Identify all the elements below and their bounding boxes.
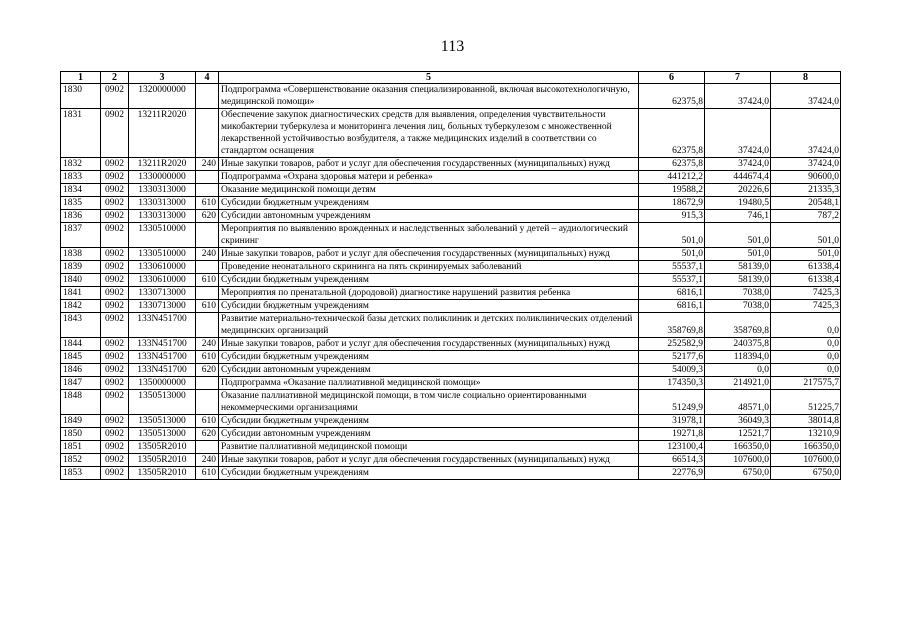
item-name: Субсидии бюджетным учреждениям [219, 351, 639, 364]
value-col-6: 358769,8 [639, 313, 705, 338]
col-header-6: 6 [639, 72, 705, 84]
table-row [61, 338, 841, 351]
target-code: 1330313000 [129, 197, 196, 210]
section-code: 0902 [101, 109, 129, 158]
value-col-7: 37424,0 [705, 109, 771, 158]
row-number: 1830 [61, 84, 101, 109]
target-code: 1320000000 [129, 84, 196, 109]
target-code: 1350513000 [129, 390, 196, 415]
table-row [61, 109, 841, 158]
item-name: Оказание паллиативной медицинской помощи, в том числе социально ориентированными некоммерческими организациями [219, 390, 639, 415]
section-code: 0902 [101, 351, 129, 364]
value-col-7: 20226,6 [705, 184, 771, 197]
value-col-6: 123100,4 [639, 441, 705, 454]
table-body [61, 84, 841, 480]
section-code: 0902 [101, 467, 129, 480]
expense-type [196, 171, 219, 184]
expense-type [196, 109, 219, 158]
target-code: 1330610000 [129, 261, 196, 274]
value-col-8: 20548,1 [771, 197, 841, 210]
value-col-7: 118394,0 [705, 351, 771, 364]
table-row [61, 415, 841, 428]
table-row [61, 158, 841, 171]
value-col-7: 12521,7 [705, 428, 771, 441]
table-row [61, 84, 841, 109]
table-row [61, 377, 841, 390]
row-number: 1831 [61, 109, 101, 158]
expense-type: 610 [196, 415, 219, 428]
value-col-8: 787,2 [771, 210, 841, 223]
target-code: 13505R2010 [129, 441, 196, 454]
value-col-7: 37424,0 [705, 158, 771, 171]
expense-type: 240 [196, 454, 219, 467]
col-header-4: 4 [196, 72, 219, 84]
section-code: 0902 [101, 390, 129, 415]
section-code: 0902 [101, 223, 129, 248]
expense-type [196, 223, 219, 248]
item-name: Иные закупки товаров, работ и услуг для обеспечения государственных (муниципальных) нужд [219, 248, 639, 261]
expense-type [196, 287, 219, 300]
item-name: Развитие паллиативной медицинской помощи [219, 441, 639, 454]
value-col-6: 19271,8 [639, 428, 705, 441]
value-col-7: 358769,8 [705, 313, 771, 338]
section-code: 0902 [101, 171, 129, 184]
value-col-8: 37424,0 [771, 84, 841, 109]
target-code: 13211R2020 [129, 109, 196, 158]
section-code: 0902 [101, 261, 129, 274]
row-number: 1845 [61, 351, 101, 364]
expense-type [196, 261, 219, 274]
value-col-8: 501,0 [771, 223, 841, 248]
expense-type: 240 [196, 338, 219, 351]
item-name: Оказание медицинской помощи детям [219, 184, 639, 197]
item-name: Проведение неонатального скрининга на пять скринируемых заболеваний [219, 261, 639, 274]
value-col-7: 19480,5 [705, 197, 771, 210]
row-number: 1847 [61, 377, 101, 390]
table-row [61, 441, 841, 454]
value-col-6: 62375,8 [639, 84, 705, 109]
item-name: Мероприятия по выявлению врожденных и наследственных заболеваний у детей – аудиологический скрининг [219, 223, 639, 248]
value-col-6: 252582,9 [639, 338, 705, 351]
item-name: Обеспечение закупок диагностических средств для выявления, определения чувствительности микобактерии туберкулеза и мониторинга лечения лиц, больных туберкулезом с множественной лекарственной устойчивостью возбудителя, а также медицинских изделий в соответствии со стандартом оснащения [219, 109, 639, 158]
item-name: Субсидии бюджетным учреждениям [219, 197, 639, 210]
row-number: 1838 [61, 248, 101, 261]
target-code: 133N451700 [129, 338, 196, 351]
value-col-8: 37424,0 [771, 109, 841, 158]
table-row [61, 300, 841, 313]
budget-table [60, 71, 841, 480]
section-code: 0902 [101, 197, 129, 210]
row-number: 1843 [61, 313, 101, 338]
section-code: 0902 [101, 454, 129, 467]
value-col-6: 51249,9 [639, 390, 705, 415]
item-name: Субсидии автономным учреждениям [219, 364, 639, 377]
table-row [61, 223, 841, 248]
row-number: 1851 [61, 441, 101, 454]
section-code: 0902 [101, 338, 129, 351]
target-code: 13505R2010 [129, 467, 196, 480]
row-number: 1842 [61, 300, 101, 313]
target-code: 1330313000 [129, 210, 196, 223]
row-number: 1835 [61, 197, 101, 210]
value-col-6: 55537,1 [639, 261, 705, 274]
value-col-6: 52177,6 [639, 351, 705, 364]
value-col-8: 21335,3 [771, 184, 841, 197]
value-col-7: 166350,0 [705, 441, 771, 454]
value-col-8: 13210,9 [771, 428, 841, 441]
target-code: 133N451700 [129, 364, 196, 377]
value-col-8: 217575,7 [771, 377, 841, 390]
row-number: 1837 [61, 223, 101, 248]
table-row [61, 274, 841, 287]
section-code: 0902 [101, 415, 129, 428]
section-code: 0902 [101, 377, 129, 390]
section-code: 0902 [101, 184, 129, 197]
expense-type: 610 [196, 300, 219, 313]
row-number: 1833 [61, 171, 101, 184]
row-number: 1844 [61, 338, 101, 351]
item-name: Иные закупки товаров, работ и услуг для обеспечения государственных (муниципальных) нужд [219, 454, 639, 467]
value-col-6: 31978,1 [639, 415, 705, 428]
value-col-7: 36049,3 [705, 415, 771, 428]
expense-type [196, 84, 219, 109]
value-col-7: 37424,0 [705, 84, 771, 109]
table-row [61, 313, 841, 338]
value-col-6: 62375,8 [639, 158, 705, 171]
value-col-7: 48571,0 [705, 390, 771, 415]
value-col-6: 6816,1 [639, 300, 705, 313]
value-col-7: 107600,0 [705, 454, 771, 467]
target-code: 1330510000 [129, 248, 196, 261]
value-col-7: 240375,8 [705, 338, 771, 351]
expense-type [196, 313, 219, 338]
value-col-8: 38014,8 [771, 415, 841, 428]
value-col-6: 19588,2 [639, 184, 705, 197]
row-number: 1832 [61, 158, 101, 171]
value-col-8: 51225,7 [771, 390, 841, 415]
value-col-8: 0,0 [771, 338, 841, 351]
expense-type: 240 [196, 248, 219, 261]
value-col-8: 0,0 [771, 351, 841, 364]
col-header-3: 3 [129, 72, 196, 84]
value-col-7: 501,0 [705, 223, 771, 248]
target-code: 1330713000 [129, 300, 196, 313]
value-col-7: 746,1 [705, 210, 771, 223]
expense-type: 620 [196, 364, 219, 377]
section-code: 0902 [101, 274, 129, 287]
item-name: Субсидии автономным учреждениям [219, 428, 639, 441]
col-header-7: 7 [705, 72, 771, 84]
table-row [61, 364, 841, 377]
target-code: 1350513000 [129, 428, 196, 441]
row-number: 1852 [61, 454, 101, 467]
target-code: 1330713000 [129, 287, 196, 300]
table-row [61, 184, 841, 197]
target-code: 1330510000 [129, 223, 196, 248]
target-code: 1350513000 [129, 415, 196, 428]
table-row [61, 197, 841, 210]
item-name: Подпрограмма «Совершенствование оказания специализированной, включая высокотехнологичную, медицинской помощи» [219, 84, 639, 109]
value-col-8: 61338,4 [771, 274, 841, 287]
expense-type: 610 [196, 467, 219, 480]
row-number: 1853 [61, 467, 101, 480]
table-row [61, 467, 841, 480]
value-col-6: 22776,9 [639, 467, 705, 480]
value-col-7: 58139,0 [705, 274, 771, 287]
target-code: 133N451700 [129, 313, 196, 338]
value-col-7: 7038,0 [705, 287, 771, 300]
table-row [61, 261, 841, 274]
expense-type: 240 [196, 158, 219, 171]
item-name: Мероприятия по пренатальной (дородовой) диагностике нарушений развития ребенка [219, 287, 639, 300]
section-code: 0902 [101, 84, 129, 109]
value-col-6: 55537,1 [639, 274, 705, 287]
table-row [61, 390, 841, 415]
target-code: 1330000000 [129, 171, 196, 184]
value-col-8: 7425,3 [771, 300, 841, 313]
item-name: Подпрограмма «Оказание паллиативной медицинской помощи» [219, 377, 639, 390]
table-row [61, 287, 841, 300]
table-row [61, 171, 841, 184]
table-row [61, 248, 841, 261]
value-col-7: 501,0 [705, 248, 771, 261]
expense-type: 620 [196, 428, 219, 441]
expense-type [196, 377, 219, 390]
section-code: 0902 [101, 287, 129, 300]
value-col-8: 90600,0 [771, 171, 841, 184]
value-col-8: 0,0 [771, 313, 841, 338]
section-code: 0902 [101, 441, 129, 454]
value-col-7: 0,0 [705, 364, 771, 377]
item-name: Субсидии автономным учреждениям [219, 210, 639, 223]
value-col-8: 0,0 [771, 364, 841, 377]
expense-type: 620 [196, 210, 219, 223]
value-col-6: 441212,2 [639, 171, 705, 184]
value-col-8: 6750,0 [771, 467, 841, 480]
expense-type: 610 [196, 274, 219, 287]
table-row [61, 428, 841, 441]
section-code: 0902 [101, 428, 129, 441]
value-col-8: 107600,0 [771, 454, 841, 467]
expense-type [196, 184, 219, 197]
target-code: 1350000000 [129, 377, 196, 390]
value-col-6: 62375,8 [639, 109, 705, 158]
col-header-2: 2 [101, 72, 129, 84]
value-col-8: 7425,3 [771, 287, 841, 300]
row-number: 1846 [61, 364, 101, 377]
target-code: 1330313000 [129, 184, 196, 197]
value-col-6: 66514,3 [639, 454, 705, 467]
target-code: 13211R2020 [129, 158, 196, 171]
col-header-8: 8 [771, 72, 841, 84]
table-row [61, 210, 841, 223]
expense-type [196, 441, 219, 454]
section-code: 0902 [101, 248, 129, 261]
expense-type: 610 [196, 351, 219, 364]
target-code: 13505R2010 [129, 454, 196, 467]
item-name: Иные закупки товаров, работ и услуг для обеспечения государственных (муниципальных) нужд [219, 158, 639, 171]
value-col-7: 444674,4 [705, 171, 771, 184]
value-col-6: 6816,1 [639, 287, 705, 300]
value-col-6: 18672,9 [639, 197, 705, 210]
section-code: 0902 [101, 158, 129, 171]
item-name: Субсидии бюджетным учреждениям [219, 467, 639, 480]
item-name: Иные закупки товаров, работ и услуг для обеспечения государственных (муниципальных) нужд [219, 338, 639, 351]
section-code: 0902 [101, 300, 129, 313]
target-code: 133N451700 [129, 351, 196, 364]
target-code: 1330610000 [129, 274, 196, 287]
value-col-7: 6750,0 [705, 467, 771, 480]
row-number: 1834 [61, 184, 101, 197]
section-code: 0902 [101, 313, 129, 338]
row-number: 1841 [61, 287, 101, 300]
value-col-6: 54009,3 [639, 364, 705, 377]
value-col-7: 58139,0 [705, 261, 771, 274]
value-col-8: 61338,4 [771, 261, 841, 274]
item-name: Субсидии бюджетным учреждениям [219, 274, 639, 287]
page-number: 113 [440, 38, 465, 55]
item-name: Субсидии бюджетным учреждениям [219, 415, 639, 428]
table-row [61, 454, 841, 467]
section-code: 0902 [101, 364, 129, 377]
col-header-1: 1 [61, 72, 101, 84]
item-name: Подпрограмма «Охрана здоровья матери и ребенка» [219, 171, 639, 184]
value-col-8: 166350,0 [771, 441, 841, 454]
value-col-6: 501,0 [639, 248, 705, 261]
value-col-7: 7038,0 [705, 300, 771, 313]
item-name: Субсидии бюджетным учреждениям [219, 300, 639, 313]
section-code: 0902 [101, 210, 129, 223]
table-row [61, 351, 841, 364]
value-col-6: 174350,3 [639, 377, 705, 390]
row-number: 1849 [61, 415, 101, 428]
col-header-5: 5 [219, 72, 639, 84]
row-number: 1839 [61, 261, 101, 274]
row-number: 1840 [61, 274, 101, 287]
value-col-8: 37424,0 [771, 158, 841, 171]
expense-type: 610 [196, 197, 219, 210]
row-number: 1848 [61, 390, 101, 415]
row-number: 1850 [61, 428, 101, 441]
row-number: 1836 [61, 210, 101, 223]
value-col-7: 214921,0 [705, 377, 771, 390]
item-name: Развитие материально-технической базы детских поликлиник и детских поликлинических отделений медицинских организаций [219, 313, 639, 338]
value-col-6: 501,0 [639, 223, 705, 248]
table-header-row [61, 72, 841, 84]
value-col-8: 501,0 [771, 248, 841, 261]
expense-type [196, 390, 219, 415]
value-col-6: 915,3 [639, 210, 705, 223]
